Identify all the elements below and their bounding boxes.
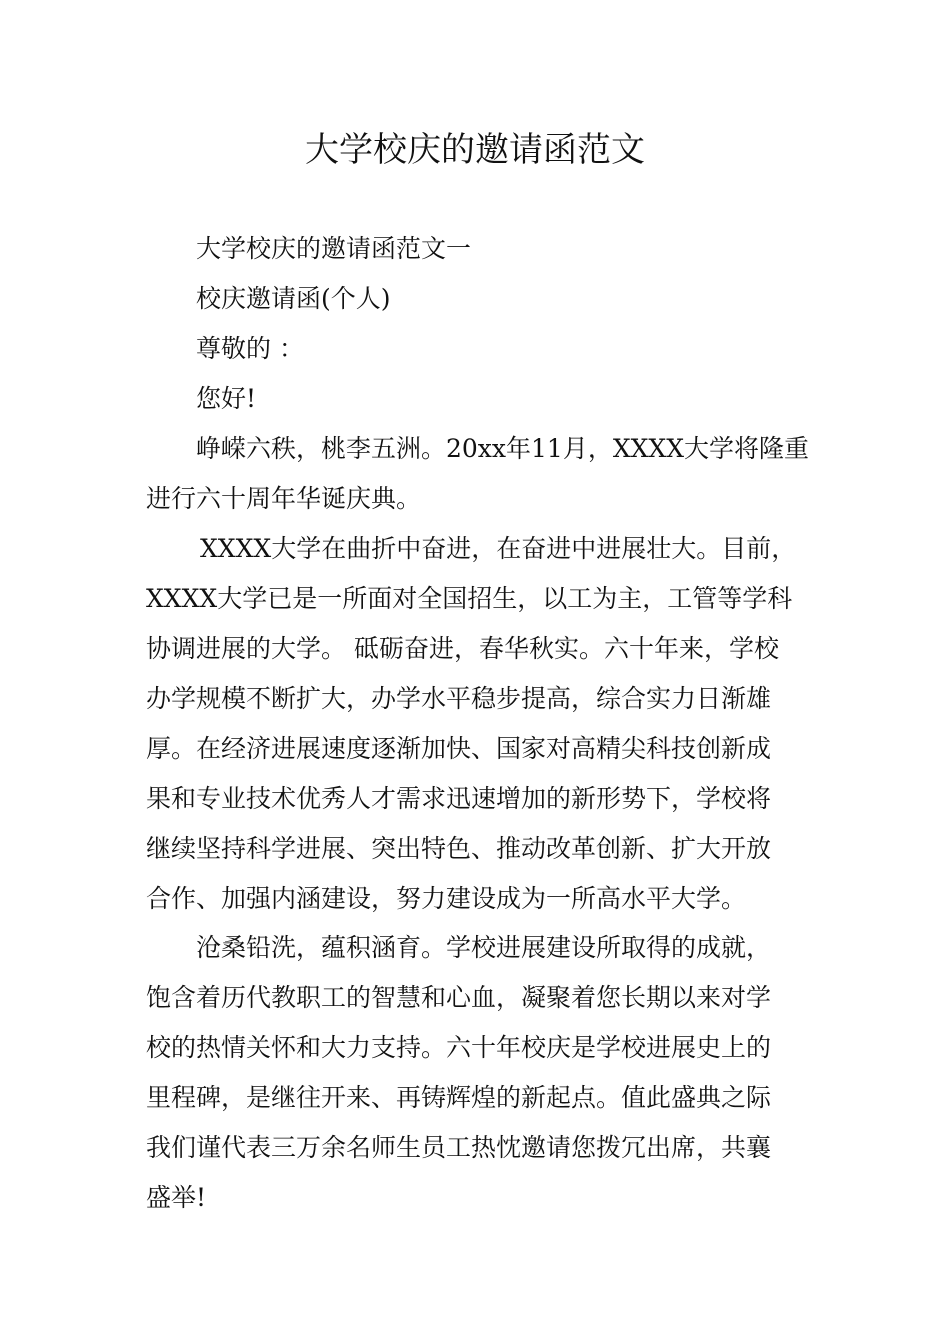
text-line: 校的热情关怀和大力支持。六十年校庆是学校进展史上的	[146, 1033, 772, 1062]
text-line: XXXX大学在曲折中奋进，在奋进中进展壮大。目前，	[200, 534, 797, 563]
text-line: 饱含着历代教职工的智慧和心血，凝聚着您长期以来对学	[146, 983, 772, 1012]
text-line: 进行六十周年华诞庆典。	[146, 484, 422, 513]
text-line: 我们谨代表三万余名师生员工热忱邀请您拨冗出席，共襄	[146, 1133, 772, 1162]
text-line: 盛举!	[146, 1183, 207, 1212]
text-line: 办学规模不断扩大，办学水平稳步提高，综合实力日渐雄	[146, 684, 772, 713]
text-line: 尊敬的 ：	[196, 334, 304, 363]
text-line: 大学校庆的邀请函范文一	[196, 234, 472, 263]
text-line: 厚。在经济进展速度逐渐加快、国家对高精尖科技创新成	[146, 734, 772, 763]
text-line: 果和专业技术优秀人才需求迅速增加的新形势下，学校将	[146, 784, 772, 813]
text-line: 沧桑铅洗，蕴积涵育。学校进展建设所取得的成就，	[196, 933, 772, 962]
text-line: 里程碑，是继往开来、再铸辉煌的新起点。值此盛典之际	[146, 1083, 772, 1112]
text-line: 校庆邀请函(个人)	[196, 284, 391, 313]
text-line: XXXX大学已是一所面对全国招生，以工为主，工管等学科	[146, 584, 793, 613]
document-title: 大学校庆的邀请函范文	[305, 130, 645, 170]
text-line: 合作、加强内涵建设，努力建设成为一所高水平大学。	[146, 884, 747, 913]
text-line: 协调进展的大学。 砥砺奋进，春华秋实。六十年来，学校	[146, 634, 779, 663]
text-line: 继续坚持科学进展、突出特色、推动改革创新、扩大开放	[146, 834, 772, 863]
text-line: 峥嵘六秩，桃李五洲。20xx年11月，XXXX大学将隆重	[196, 434, 810, 463]
text-line: 您好!	[196, 384, 257, 413]
